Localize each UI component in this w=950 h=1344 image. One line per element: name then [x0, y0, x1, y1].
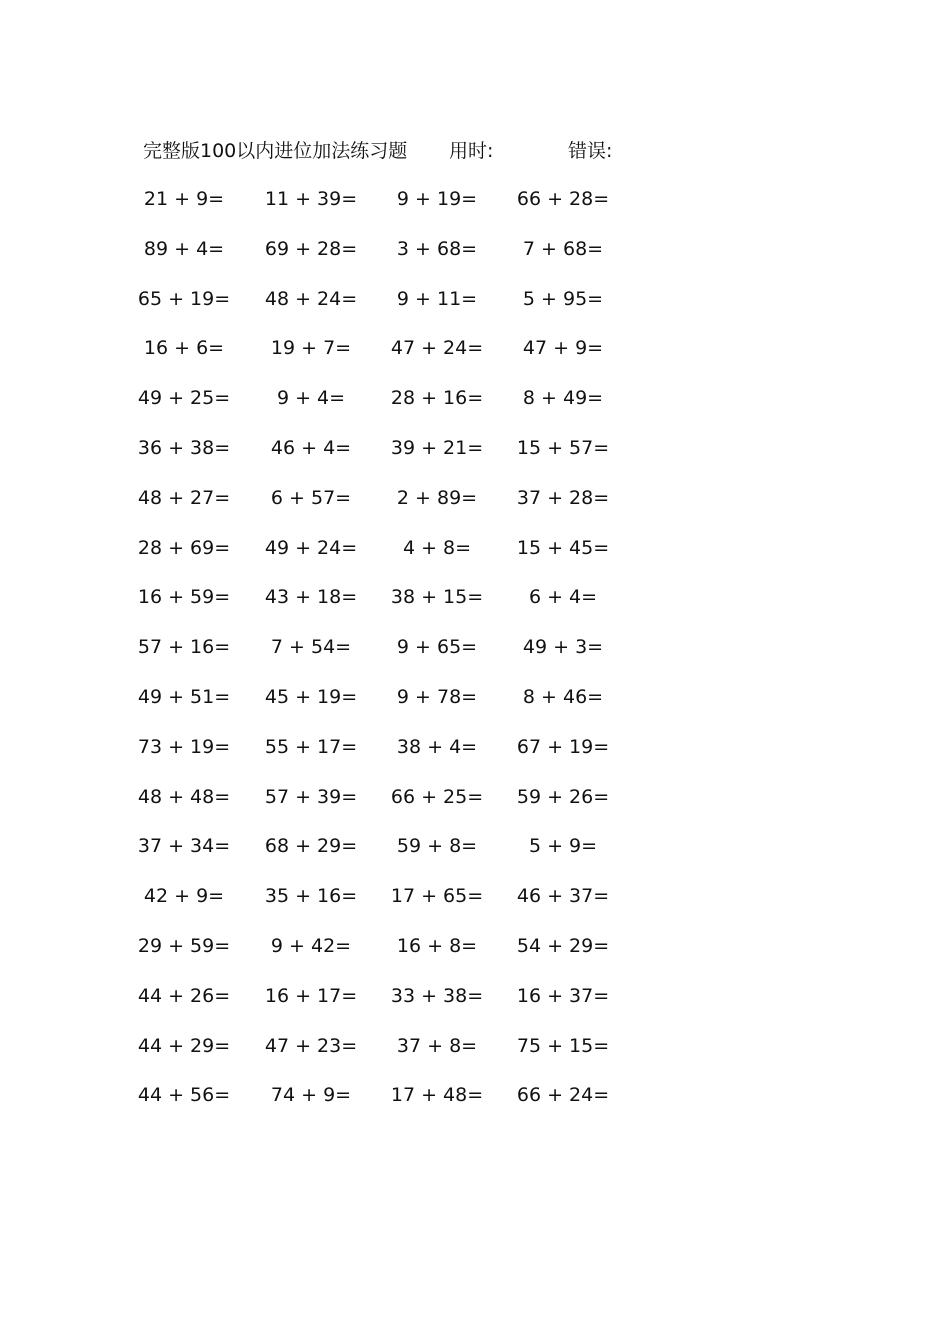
addition-problem: 67 + 19=	[516, 735, 610, 758]
addition-problem: 19 + 7=	[270, 337, 352, 360]
addition-problem: 29 + 59=	[137, 935, 231, 957]
addition-problem: 28 + 16=	[390, 387, 484, 410]
addition-problem: 59 + 8=	[396, 835, 478, 858]
addition-problem: 11 + 39=	[264, 188, 358, 210]
problem-row	[0, 732, 700, 762]
addition-problem: 49 + 51=	[137, 686, 231, 708]
addition-problem: 15 + 45=	[516, 536, 610, 559]
worksheet-title: 完整版100以内进位加法练习题	[143, 140, 408, 162]
addition-problem: 43 + 18=	[264, 586, 358, 609]
addition-problem: 3 + 68=	[396, 237, 478, 260]
problem-row	[0, 881, 700, 911]
problem-row	[0, 682, 700, 712]
addition-problem: 9 + 11=	[396, 287, 478, 310]
addition-problem: 66 + 28=	[516, 188, 610, 210]
addition-problem: 8 + 49=	[522, 387, 604, 410]
addition-problem: 6 + 57=	[270, 486, 352, 509]
addition-problem: 66 + 25=	[390, 785, 484, 808]
addition-problem: 57 + 39=	[264, 785, 358, 808]
addition-problem: 48 + 27=	[137, 486, 231, 509]
problem-row	[0, 981, 700, 1011]
addition-problem: 28 + 69=	[137, 536, 231, 559]
addition-problem: 5 + 9=	[528, 835, 598, 858]
addition-problem: 16 + 59=	[137, 586, 231, 609]
addition-problem: 48 + 24=	[264, 287, 358, 310]
addition-problem: 9 + 19=	[396, 188, 478, 210]
addition-problem: 36 + 38=	[137, 437, 231, 459]
problem-row	[0, 831, 700, 861]
addition-problem: 44 + 29=	[137, 1034, 231, 1057]
addition-problem: 47 + 24=	[390, 337, 484, 360]
addition-problem: 16 + 8=	[396, 935, 478, 957]
problem-row	[0, 483, 700, 513]
addition-problem: 47 + 9=	[522, 337, 604, 360]
addition-problem: 75 + 15=	[516, 1034, 610, 1057]
addition-problem: 9 + 4=	[276, 387, 346, 410]
addition-problem: 89 + 4=	[143, 237, 225, 260]
errors-label: 错误:	[568, 140, 613, 162]
addition-problem: 16 + 37=	[516, 984, 610, 1007]
problem-row	[0, 184, 700, 214]
problem-row	[0, 1080, 700, 1110]
addition-problem: 7 + 68=	[522, 237, 604, 260]
addition-problem: 9 + 78=	[396, 686, 478, 708]
problem-row	[0, 284, 700, 314]
addition-problem: 37 + 34=	[137, 835, 231, 858]
problem-row	[0, 533, 700, 563]
addition-problem: 9 + 65=	[396, 636, 478, 659]
addition-problem: 65 + 19=	[137, 287, 231, 310]
addition-problem: 9 + 42=	[270, 935, 352, 957]
problem-row	[0, 383, 700, 413]
problem-row	[0, 433, 700, 463]
addition-problem: 37 + 28=	[516, 486, 610, 509]
addition-problem: 39 + 21=	[390, 437, 484, 459]
addition-problem: 16 + 17=	[264, 984, 358, 1007]
addition-problem: 37 + 8=	[396, 1034, 478, 1057]
addition-problem: 73 + 19=	[137, 735, 231, 758]
addition-problem: 66 + 24=	[516, 1084, 610, 1107]
addition-problem: 4 + 8=	[402, 536, 472, 559]
addition-problem: 35 + 16=	[264, 885, 358, 908]
addition-problem: 59 + 26=	[516, 785, 610, 808]
addition-problem: 46 + 4=	[270, 437, 352, 459]
addition-problem: 6 + 4=	[528, 586, 598, 609]
addition-problem: 49 + 24=	[264, 536, 358, 559]
addition-problem: 7 + 54=	[270, 636, 352, 659]
addition-problem: 68 + 29=	[264, 835, 358, 858]
problem-row	[0, 333, 700, 363]
problem-row	[0, 234, 700, 264]
addition-problem: 16 + 6=	[143, 337, 225, 360]
problem-row	[0, 931, 700, 961]
addition-problem: 8 + 46=	[522, 686, 604, 708]
addition-problem: 38 + 15=	[390, 586, 484, 609]
addition-problem: 44 + 26=	[137, 984, 231, 1007]
addition-problem: 33 + 38=	[390, 984, 484, 1007]
problem-row	[0, 632, 700, 662]
addition-problem: 74 + 9=	[270, 1084, 352, 1107]
addition-problem: 5 + 95=	[522, 287, 604, 310]
problem-row	[0, 782, 700, 812]
addition-problem: 21 + 9=	[143, 188, 225, 210]
addition-problem: 17 + 48=	[390, 1084, 484, 1107]
problem-row	[0, 1031, 700, 1061]
problem-row	[0, 582, 700, 612]
addition-problem: 54 + 29=	[516, 935, 610, 957]
addition-problem: 69 + 28=	[264, 237, 358, 260]
addition-problem: 45 + 19=	[264, 686, 358, 708]
addition-problem: 49 + 25=	[137, 387, 231, 410]
addition-problem: 15 + 57=	[516, 437, 610, 459]
addition-problem: 46 + 37=	[516, 885, 610, 908]
addition-problem: 44 + 56=	[137, 1084, 231, 1107]
addition-problem: 49 + 3=	[522, 636, 604, 659]
addition-problem: 2 + 89=	[396, 486, 478, 509]
addition-problem: 55 + 17=	[264, 735, 358, 758]
addition-problem: 47 + 23=	[264, 1034, 358, 1057]
addition-problem: 17 + 65=	[390, 885, 484, 908]
addition-problem: 38 + 4=	[396, 735, 478, 758]
addition-problem: 57 + 16=	[137, 636, 231, 659]
addition-problem: 42 + 9=	[143, 885, 225, 908]
addition-problem: 48 + 48=	[137, 785, 231, 808]
time-label: 用时:	[449, 140, 494, 162]
